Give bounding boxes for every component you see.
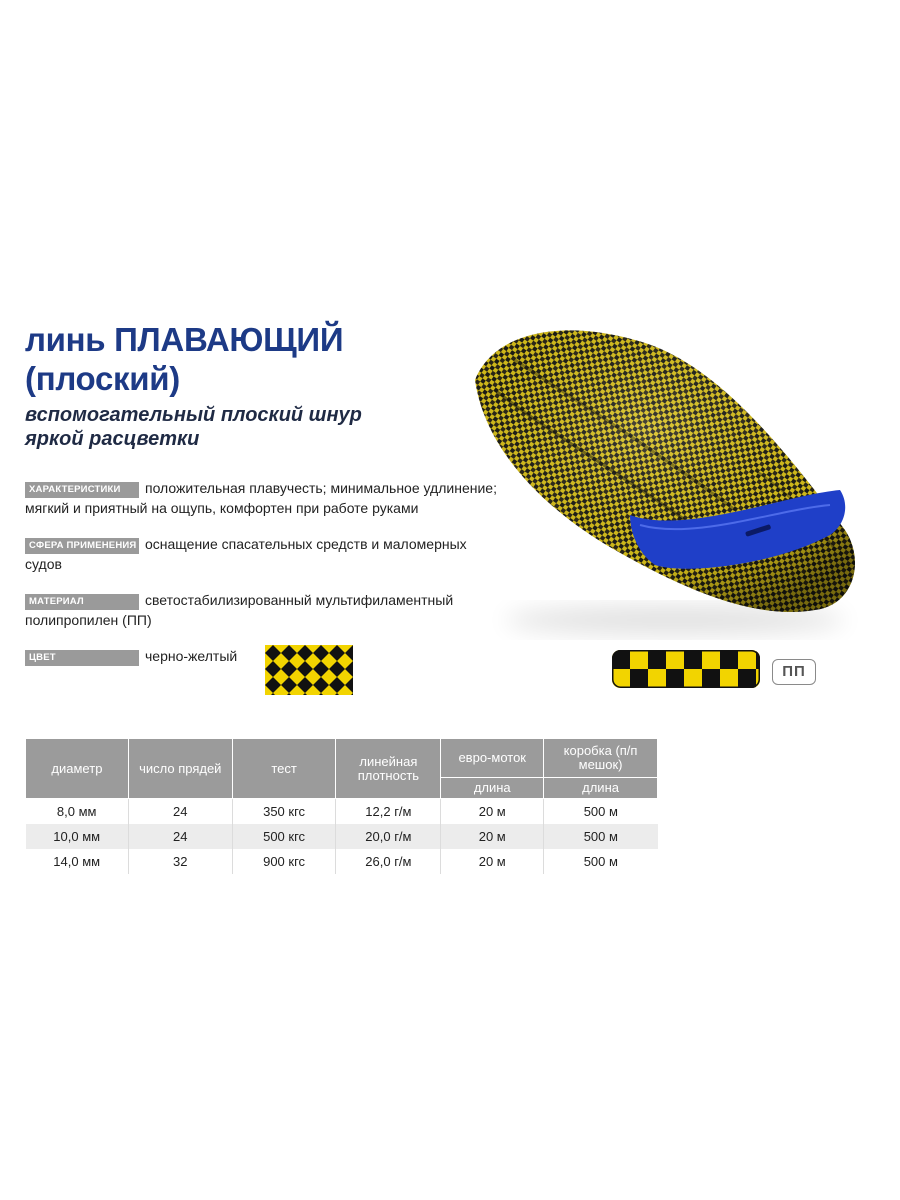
- spec-text: положительная плавучесть; минимальное удлинение; мягкий и приятный на ощупь, комфортен при работе руками: [25, 480, 497, 516]
- cell-box: 500 м: [583, 854, 618, 869]
- color-stripe-swatch: [612, 650, 760, 688]
- spec-characteristics: [25, 478, 505, 518]
- spec-label: СФЕРА ПРИМЕНЕНИЯ: [25, 538, 139, 554]
- header-box: коробка (п/п мешок): [544, 739, 658, 778]
- subtitle-line-1: вспомогательный плоский шнур: [25, 404, 362, 426]
- cell-euro: 20 м: [441, 824, 544, 849]
- cell-density: 20,0 г/м: [336, 824, 441, 849]
- table-row: [26, 824, 658, 849]
- spec-text: светостабилизированный мультифиламентный полипропилен (ПП): [25, 592, 454, 628]
- spec-label: ХАРАКТЕРИСТИКИ: [25, 482, 139, 498]
- cell-density: 26,0 г/м: [336, 849, 441, 874]
- cell-strands: 32: [128, 849, 232, 874]
- spec-text: черно-желтый: [145, 648, 238, 664]
- table-row: [26, 799, 658, 825]
- spec-label: МАТЕРИАЛ: [25, 594, 139, 610]
- product-subtitle: [25, 403, 465, 451]
- header-diameter: диаметр: [26, 739, 129, 799]
- spec-material: [25, 590, 505, 630]
- cell-box: 500 м: [583, 804, 618, 819]
- title-line-1: линь ПЛАВАЮЩИЙ: [25, 321, 344, 358]
- rope-hank-image: [455, 320, 875, 650]
- subtitle-line-2: яркой расцветки: [25, 428, 200, 450]
- header-length-euro: длина: [441, 778, 544, 799]
- cell-density: 12,2 г/м: [336, 799, 441, 825]
- cell-strands: 24: [128, 799, 232, 825]
- specs-table: [25, 738, 658, 874]
- header-length-box: длина: [544, 778, 658, 799]
- cell-test: 900 кгс: [232, 849, 336, 874]
- spec-color: [25, 646, 265, 666]
- cell-test: 500 кгс: [232, 824, 336, 849]
- cell-strands: 24: [128, 824, 232, 849]
- spec-label: ЦВЕТ: [25, 650, 139, 666]
- title-line-2: (плоский): [25, 360, 180, 397]
- cell-diameter: 8,0 мм: [26, 799, 129, 825]
- spec-text: оснащение спасательных средств и маломерных судов: [25, 536, 467, 572]
- cell-diameter: 14,0 мм: [26, 849, 129, 874]
- color-pattern-swatch: [265, 645, 353, 695]
- cell-euro: 20 м: [441, 849, 544, 874]
- cell-test: 350 кгс: [232, 799, 336, 825]
- header-strands: число прядей: [128, 739, 232, 799]
- cell-euro: 20 м: [441, 799, 544, 825]
- header-density: линейная плотность: [336, 739, 441, 799]
- material-badge: ПП: [772, 659, 816, 685]
- spec-application: [25, 534, 505, 574]
- table-row: [26, 849, 658, 874]
- header-test: тест: [232, 739, 336, 799]
- cell-diameter: 10,0 мм: [26, 824, 129, 849]
- header-euro: евро-моток: [441, 739, 544, 778]
- product-title: [25, 320, 465, 398]
- cell-box: 500 м: [544, 824, 658, 849]
